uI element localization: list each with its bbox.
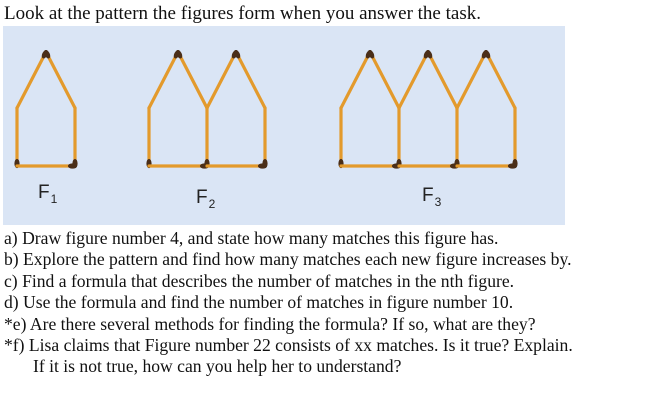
match-stick-f3-roof-right-2 xyxy=(483,49,515,108)
match-stick-f3-floor-1 xyxy=(399,163,459,168)
figure-label-f1 xyxy=(38,182,57,204)
match-stick-f1-wall-1 xyxy=(72,108,77,168)
match-stick-f3-floor-2 xyxy=(457,163,517,168)
figure-label-f2-sub: 2 xyxy=(208,197,216,211)
match-stick-f3-wall-3 xyxy=(512,108,517,168)
matchstick-figures-panel xyxy=(3,26,565,225)
match-stick-f2-roof-right-1 xyxy=(233,49,265,108)
question-a: a) Draw figure number 4, and state how many matches this figure has. xyxy=(4,228,499,248)
match-stick-f2-floor-0 xyxy=(149,163,209,168)
match-stick-f3-wall-0 xyxy=(338,108,343,168)
match-stick-f1-roof-right-0 xyxy=(43,49,75,108)
match-stick-f2-wall-2 xyxy=(262,108,267,168)
figure-label-f2-name: F xyxy=(196,187,208,208)
match-stick-f3-roof-left-1 xyxy=(399,49,431,108)
match-stick-f1-wall-0 xyxy=(14,108,19,168)
question-b: b) Explore the pattern and find how many matches each new figure increases by. xyxy=(4,249,572,270)
matchstick-figures-illustration xyxy=(3,26,565,225)
question-e: *e) Are there several methods for finding the formula? If so, what are they? xyxy=(4,313,536,334)
question-f-continued: If it is not true, how can you help her to understand? xyxy=(33,356,402,377)
match-stick-f2-floor-1 xyxy=(207,163,267,168)
match-stick-f3-floor-0 xyxy=(341,163,401,168)
match-stick-f2-roof-left-0 xyxy=(149,49,181,108)
match-stick-f3-roof-left-2 xyxy=(457,49,489,108)
question-f: *f) Lisa claims that Figure number 22 consists of xx matches. Is it true? Explain. xyxy=(4,335,573,356)
question-list xyxy=(4,228,656,378)
figure-label-f1-name: F xyxy=(38,182,50,203)
match-stick-f3-wall-1 xyxy=(396,108,401,168)
question-c: c) Find a formula that describes the number of matches in the nth figure. xyxy=(4,270,515,291)
match-stick-f2-wall-1 xyxy=(204,108,209,168)
match-stick-f3-roof-left-0 xyxy=(341,49,373,108)
question-d: d) Use the formula and find the number of matches in figure number 10. xyxy=(4,292,514,313)
figure-label-f1-sub: 1 xyxy=(50,192,58,206)
figure-label-f3 xyxy=(422,185,441,207)
match-stick-f2-roof-left-1 xyxy=(207,49,239,108)
match-stick-f2-roof-right-0 xyxy=(175,49,207,108)
match-stick-f3-wall-2 xyxy=(454,108,459,168)
intro-text: Look at the pattern the figures form when you answer the task. xyxy=(4,3,481,24)
figure-label-f3-sub: 3 xyxy=(434,195,442,209)
figure-label-f2 xyxy=(196,187,215,209)
figure-label-f3-name: F xyxy=(422,185,434,206)
match-stick-f1-roof-left-0 xyxy=(17,49,49,108)
match-stick-f2-wall-0 xyxy=(146,108,151,168)
match-stick-f1-floor-0 xyxy=(17,163,77,168)
match-stick-f3-roof-right-1 xyxy=(425,49,457,108)
match-stick-f3-roof-right-0 xyxy=(367,49,399,108)
